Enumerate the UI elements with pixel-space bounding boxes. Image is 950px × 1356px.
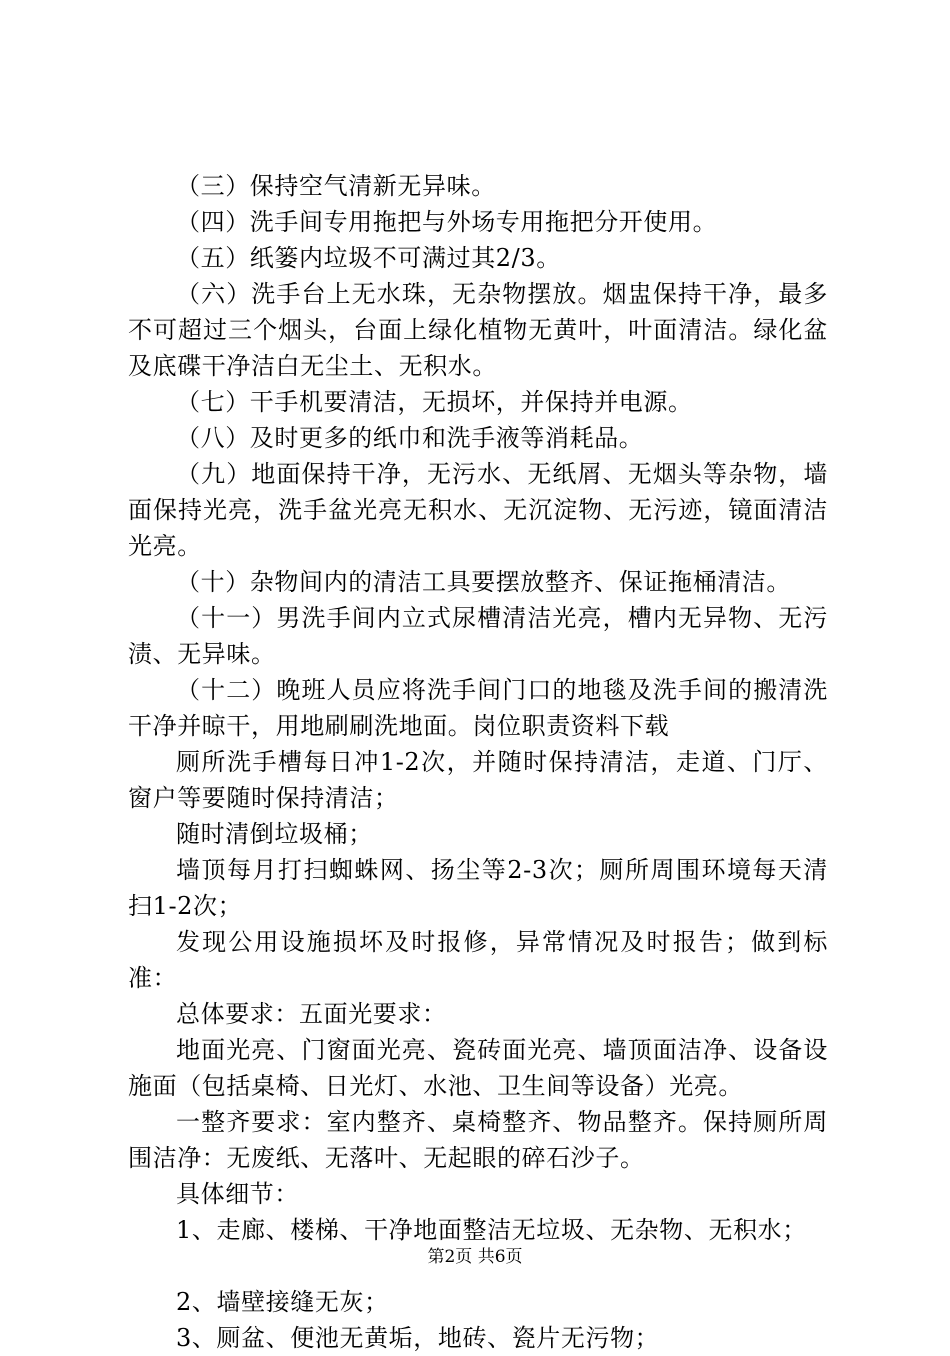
paragraph-repair: 发现公用设施损坏及时报修，异常情况及时报告；做到标准：	[128, 928, 828, 992]
paragraph-5: （五）纸篓内垃圾不可满过其2/3。	[176, 244, 561, 272]
paragraph-details-heading: 具体细节：	[176, 1180, 299, 1208]
paragraph-6: （六）洗手台上无水珠，无杂物摆放。烟盅保持干净，最多不可超过三个烟头，台面上绿化植物无黄叶，叶面清洁。绿化盆及底碟干净洁白无尘土、无积水。	[128, 280, 828, 380]
paragraph-12: （十二）晚班人员应将洗手间门口的地毯及洗手间的搬清洗干净并晾干，用地刷刷洗地面。岗位职责资料下载	[128, 676, 828, 740]
document-body	[128, 168, 828, 1356]
paragraph-4: （四）洗手间专用拖把与外场专用拖把分开使用。	[176, 208, 718, 236]
paragraph-7: （七）干手机要清洁，无损坏，并保持并电源。	[176, 388, 693, 416]
paragraph-11: （十一）男洗手间内立式尿槽清洁光亮，槽内无异物、无污渍、无异味。	[128, 604, 828, 668]
paragraph-tidy: 一整齐要求：室内整齐、桌椅整齐、物品整齐。保持厕所周围洁净：无废纸、无落叶、无起眼的碎石沙子。	[128, 1108, 828, 1172]
paragraph-washbasin: 厕所洗手槽每日冲1-2次，并随时保持清洁，走道、门厅、窗户等要随时保持清洁；	[128, 748, 828, 812]
paragraph-detail-2: 2、墙壁接缝无灰；	[176, 1288, 389, 1316]
paragraph-8: （八）及时更多的纸巾和洗手液等消耗品。	[176, 424, 644, 452]
paragraph-3: （三）保持空气清新无异味。	[176, 172, 496, 200]
paragraph-detail-3: 3、厕盆、便池无黄垢，地砖、瓷片无污物；	[176, 1324, 660, 1352]
paragraph-trash: 随时清倒垃圾桶；	[176, 820, 373, 848]
paragraph-five-surfaces: 地面光亮、门窗面光亮、瓷砖面光亮、墙顶面洁净、设备设施面（包括桌椅、日光灯、水池、卫生间等设备）光亮。	[128, 1036, 828, 1100]
paragraph-ceiling: 墙顶每月打扫蜘蛛网、扬尘等2-3次；厕所周围环境每天清扫1-2次；	[128, 856, 828, 920]
paragraph-10: （十）杂物间内的清洁工具要摆放整齐、保证拖桶清洁。	[176, 568, 791, 596]
paragraph-detail-1: 1、走廊、楼梯、干净地面整洁无垃圾、无杂物、无积水；	[176, 1216, 807, 1244]
paragraph-9: （九）地面保持干净，无污水、无纸屑、无烟头等杂物，墙面保持光亮，洗手盆光亮无积水、无沉淀物、无污迹，镜面清洁光亮。	[128, 460, 828, 560]
paragraph-overall: 总体要求：五面光要求：	[176, 1000, 447, 1028]
page-footer: 第2页 共6页	[427, 1247, 523, 1267]
